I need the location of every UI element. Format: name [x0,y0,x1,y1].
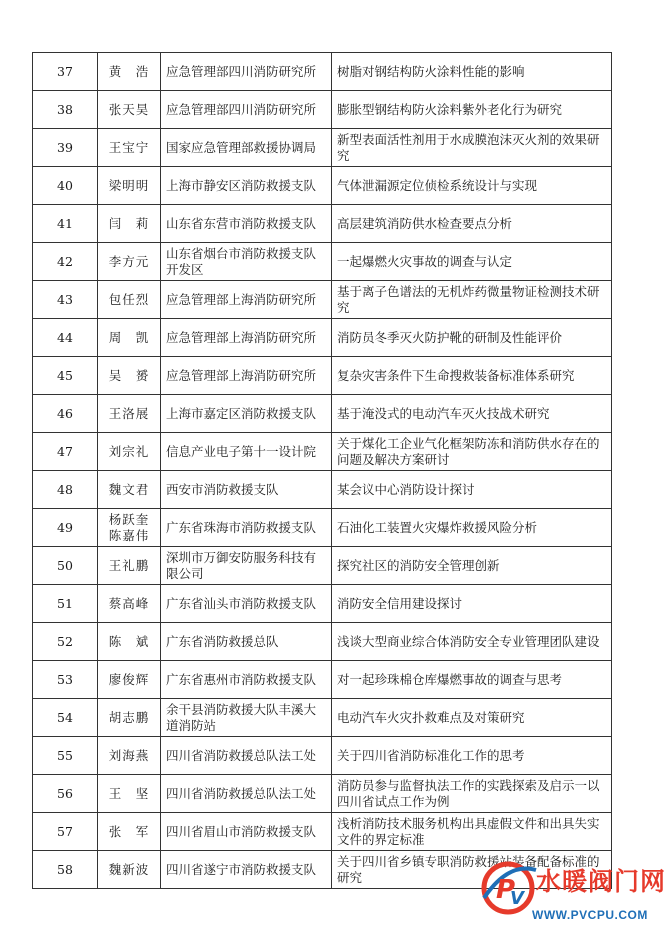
author-name: 包任烈 [98,281,161,319]
pv-logo-icon [480,858,540,916]
row-number: 52 [33,623,98,661]
row-number: 51 [33,585,98,623]
author-name: 胡志鹏 [98,699,161,737]
paper-title: 电动汽车火灾扑救难点及对策研究 [332,699,612,737]
author-name: 陈 斌 [98,623,161,661]
row-number: 37 [33,53,98,91]
author-name: 魏文君 [98,471,161,509]
paper-title: 新型表面活性剂用于水成膜泡沫灭火剂的效果研究 [332,129,612,167]
paper-title: 气体泄漏源定位侦检系统设计与实现 [332,167,612,205]
table-row [33,433,612,471]
paper-title: 某会议中心消防设计探讨 [332,471,612,509]
row-number: 49 [33,509,98,547]
author-unit: 山东省烟台市消防救援支队开发区 [161,243,332,281]
table-row [33,129,612,167]
author-name: 王礼鹏 [98,547,161,585]
author-name: 王 坚 [98,775,161,813]
author-unit: 四川省消防救援总队法工处 [161,775,332,813]
author-unit: 信息产业电子第十一设计院 [161,433,332,471]
author-unit: 广东省消防救援总队 [161,623,332,661]
author-name: 杨跃奎 陈嘉伟 [98,509,161,547]
author-unit: 上海市静安区消防救援支队 [161,167,332,205]
table-row [33,661,612,699]
row-number: 40 [33,167,98,205]
author-unit: 国家应急管理部救援协调局 [161,129,332,167]
author-unit: 应急管理部上海消防研究所 [161,357,332,395]
table-row [33,319,612,357]
table-row [33,547,612,585]
row-number: 58 [33,851,98,889]
paper-title: 对一起珍珠棉仓库爆燃事故的调查与思考 [332,661,612,699]
svg-text:V: V [510,888,524,909]
table-row [33,509,612,547]
table-row [33,205,612,243]
row-number: 57 [33,813,98,851]
author-name: 王宝宁 [98,129,161,167]
row-number: 55 [33,737,98,775]
row-number: 54 [33,699,98,737]
paper-title: 浅析消防技术服务机构出具虚假文件和出具失实文件的界定标准 [332,813,612,851]
table-row [33,623,612,661]
paper-title: 消防员参与监督执法工作的实践探索及启示一以四川省试点工作为例 [332,775,612,813]
row-number: 46 [33,395,98,433]
author-unit: 应急管理部上海消防研究所 [161,281,332,319]
table-row [33,737,612,775]
paper-title: 膨胀型钢结构防火涂料紫外老化行为研究 [332,91,612,129]
award-list-table [32,52,612,889]
paper-title: 基于淹没式的电动汽车灭火技战术研究 [332,395,612,433]
row-number: 42 [33,243,98,281]
row-number: 38 [33,91,98,129]
paper-title: 一起爆燃火灾事故的调查与认定 [332,243,612,281]
row-number: 53 [33,661,98,699]
author-name: 张 军 [98,813,161,851]
paper-title: 消防安全信用建设探讨 [332,585,612,623]
author-name: 李方元 [98,243,161,281]
row-number: 56 [33,775,98,813]
paper-title: 高层建筑消防供水检查要点分析 [332,205,612,243]
row-number: 45 [33,357,98,395]
author-unit: 应急管理部四川消防研究所 [161,91,332,129]
author-unit: 应急管理部四川消防研究所 [161,53,332,91]
author-unit: 广东省惠州市消防救援支队 [161,661,332,699]
author-name: 闫 莉 [98,205,161,243]
paper-title: 基于离子色谱法的无机炸药微量物证检测技术研究 [332,281,612,319]
row-number: 39 [33,129,98,167]
paper-title: 复杂灾害条件下生命搜救装备标准体系研究 [332,357,612,395]
table-row [33,813,612,851]
paper-title: 浅谈大型商业综合体消防安全专业管理团队建设 [332,623,612,661]
table-row [33,167,612,205]
table-row [33,91,612,129]
author-unit: 余干县消防救援大队丰溪大道消防站 [161,699,332,737]
author-unit: 广东省汕头市消防救援支队 [161,585,332,623]
table-row [33,53,612,91]
author-name: 吴 赟 [98,357,161,395]
table-row [33,243,612,281]
table-row [33,395,612,433]
author-name: 魏新波 [98,851,161,889]
paper-title: 石油化工装置火灾爆炸救援风险分析 [332,509,612,547]
watermark-url: WWW.PVCPU.COM [532,908,648,922]
svg-text:P: P [496,875,516,905]
author-name: 黄 浩 [98,53,161,91]
row-number: 44 [33,319,98,357]
table-row [33,775,612,813]
author-name: 王洛展 [98,395,161,433]
author-unit: 四川省消防救援总队法工处 [161,737,332,775]
author-unit: 四川省眉山市消防救援支队 [161,813,332,851]
author-name: 梁明明 [98,167,161,205]
author-unit: 深圳市万御安防服务科技有限公司 [161,547,332,585]
author-name: 刘宗礼 [98,433,161,471]
author-name: 蔡高峰 [98,585,161,623]
paper-title: 树脂对钢结构防火涂料性能的影响 [332,53,612,91]
watermark-brand: 水暖阀门网 [536,867,666,896]
author-unit: 山东省东营市消防救援支队 [161,205,332,243]
table-row [33,699,612,737]
author-unit: 四川省遂宁市消防救援支队 [161,851,332,889]
paper-title: 关于四川省乡镇专职消防救援站装备配备标准的研究 [332,851,612,889]
author-name: 廖俊辉 [98,661,161,699]
row-number: 48 [33,471,98,509]
author-unit: 应急管理部上海消防研究所 [161,319,332,357]
row-number: 41 [33,205,98,243]
paper-title: 关于煤化工企业气化框架防冻和消防供水存在的问题及解决方案研讨 [332,433,612,471]
paper-title: 关于四川省消防标准化工作的思考 [332,737,612,775]
watermark-logo [480,852,666,938]
table-row [33,471,612,509]
row-number: 50 [33,547,98,585]
paper-title: 消防员冬季灭火防护靴的研制及性能评价 [332,319,612,357]
author-unit: 广东省珠海市消防救援支队 [161,509,332,547]
author-unit: 西安市消防救援支队 [161,471,332,509]
table-row [33,585,612,623]
table-row [33,281,612,319]
author-name: 张天昊 [98,91,161,129]
paper-title: 探究社区的消防安全管理创新 [332,547,612,585]
author-name: 刘海燕 [98,737,161,775]
author-unit: 上海市嘉定区消防救援支队 [161,395,332,433]
author-name: 周 凯 [98,319,161,357]
row-number: 47 [33,433,98,471]
row-number: 43 [33,281,98,319]
table-row [33,357,612,395]
